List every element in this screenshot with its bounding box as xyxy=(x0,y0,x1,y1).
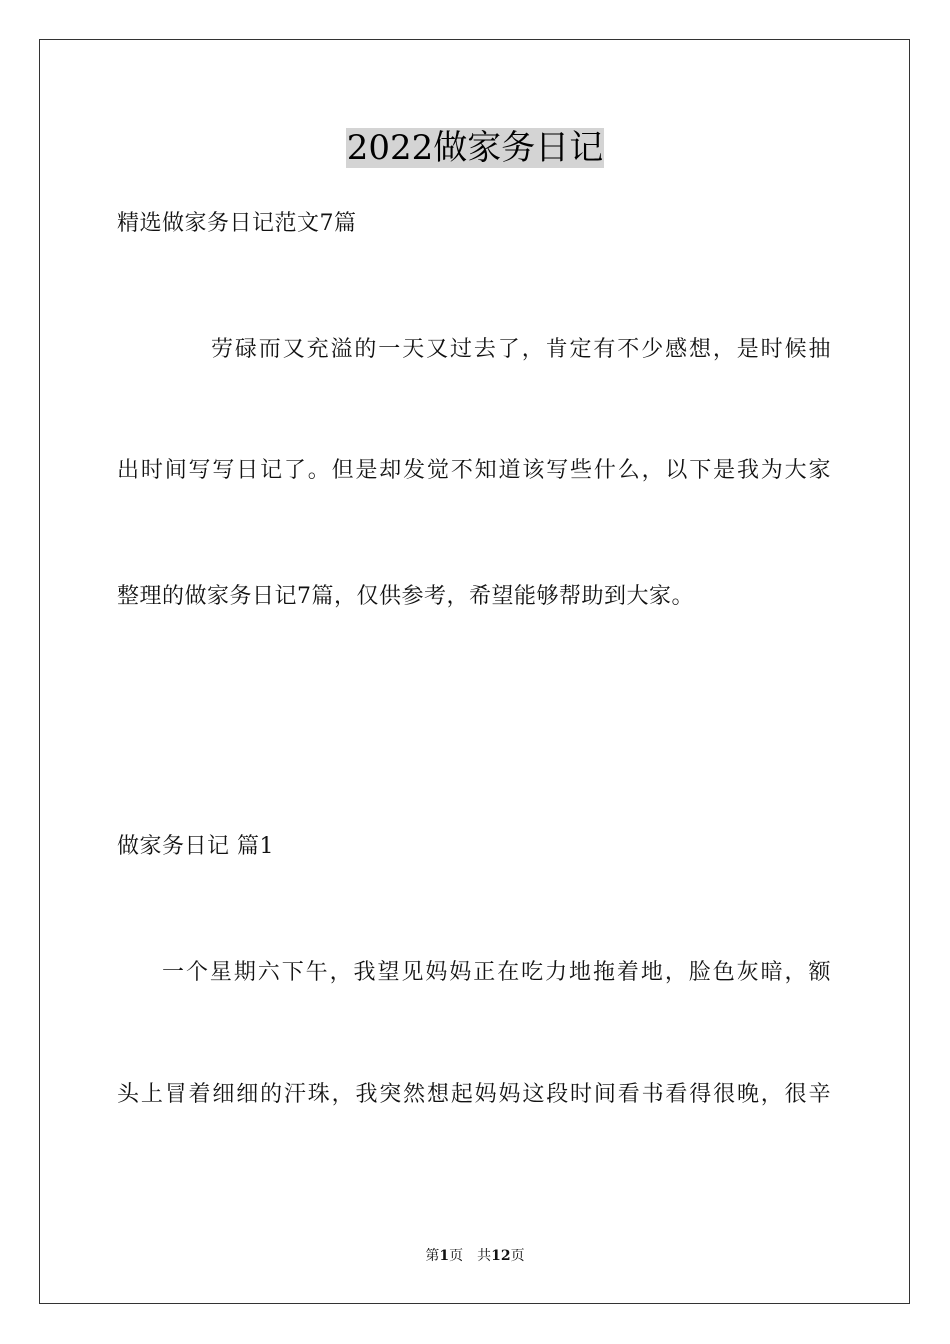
intro-line-1: 劳碌而又充溢的一天又过去了，肯定有不少感想，是时候抽 xyxy=(211,337,831,362)
section-heading: 做家务日记 篇1 xyxy=(117,834,274,859)
footer-page-suffix: 页 xyxy=(449,1248,464,1264)
section-body-line-2: 头上冒着细细的汗珠，我突然想起妈妈这段时间看书看得很晚，很辛 xyxy=(117,1082,831,1107)
document-title: 2022做家务日记 xyxy=(346,128,604,168)
footer-page-prefix: 第 xyxy=(425,1248,440,1264)
intro-line-3: 整理的做家务日记7篇，仅供参考，希望能够帮助到大家。 xyxy=(117,584,694,609)
footer-total-prefix: 共 xyxy=(477,1248,492,1264)
document-subtitle: 精选做家务日记范文7篇 xyxy=(117,211,357,236)
intro-line-2: 出时间写写日记了。但是却发觉不知道该写些什么，以下是我为大家 xyxy=(117,458,831,483)
footer-page-number: 1 xyxy=(439,1248,450,1264)
footer-total-pages: 12 xyxy=(491,1248,511,1264)
section-body-line-1: 一个星期六下午，我望见妈妈正在吃力地拖着地，脸色灰暗，额 xyxy=(162,960,831,985)
page-footer xyxy=(0,1247,950,1265)
title-container xyxy=(0,128,950,168)
footer-total-suffix: 页 xyxy=(510,1248,525,1264)
